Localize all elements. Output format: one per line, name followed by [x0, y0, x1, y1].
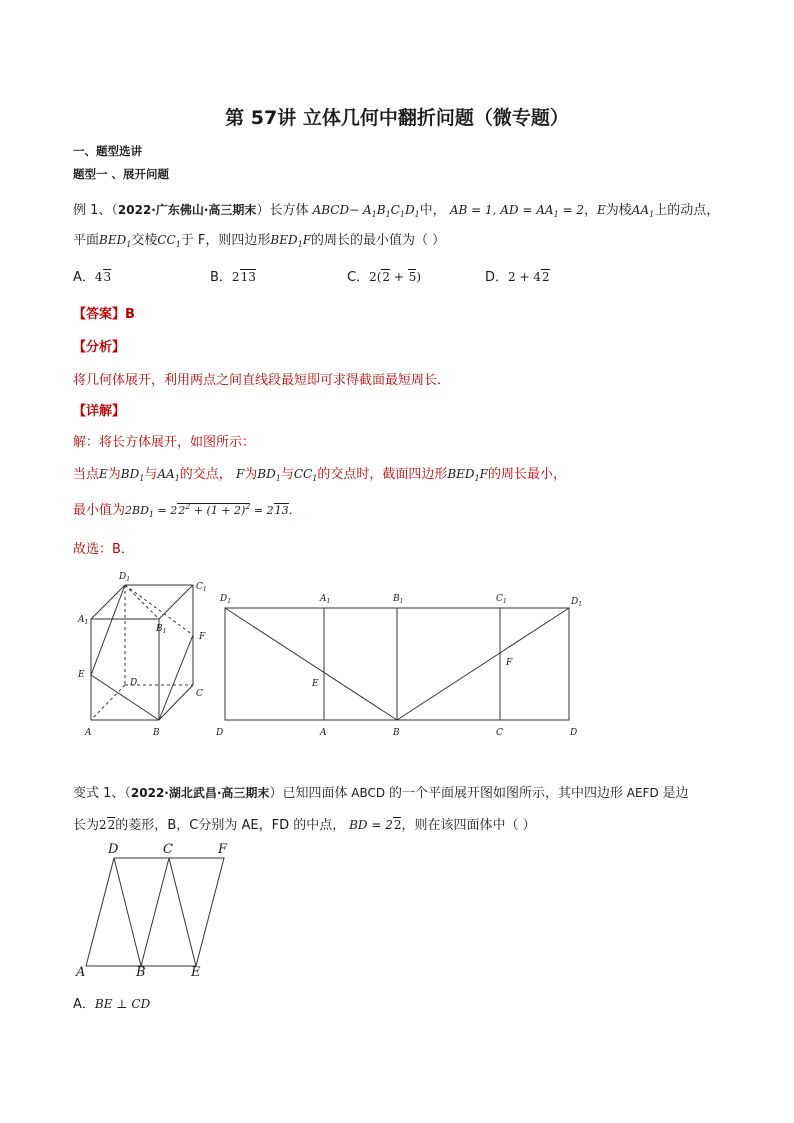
- detail-text: 的交点时，截面四边形: [317, 467, 448, 482]
- option-value: 213: [231, 270, 256, 284]
- formula-box1: $A_1B_1C_1D_1$: [362, 203, 420, 219]
- svg-text:D1: $D_1$: [220, 594, 232, 605]
- quad-aefd: AEFD: [622, 786, 663, 800]
- ex1-text: 于 F，则四边形: [180, 233, 271, 248]
- point-b: B: [167, 818, 177, 833]
- svg-text:B1: $B_1$: [393, 594, 404, 605]
- point-e: E: [597, 203, 606, 217]
- detail-line2: [73, 463, 566, 483]
- edge-aa1: $AA_1$: [157, 467, 180, 483]
- option-a[interactable]: [73, 266, 111, 285]
- var1-text: 分别为: [198, 818, 238, 833]
- var1-source: 2022·湖北武昌·高三期末: [130, 786, 270, 800]
- ex1-text: 的周长的最小值为（ ）: [311, 233, 446, 248]
- variant1-stem-line1: [73, 782, 689, 801]
- detail-text: 为: [107, 467, 121, 482]
- svg-text:C: C: [163, 842, 173, 857]
- ex1-prefix: 例 1、（: [73, 203, 118, 218]
- point-f: F: [235, 467, 245, 481]
- svg-text:D: D: [570, 728, 578, 738]
- detail-text: 的交点，: [179, 467, 232, 482]
- detail-line3: [73, 499, 302, 519]
- option-value: 2(2 + 5): [369, 270, 422, 284]
- variant1-option-a[interactable]: [73, 993, 150, 1012]
- svg-text:A: A: [85, 728, 92, 738]
- option-value: BE ⊥ CD: [94, 997, 151, 1011]
- figure-cuboid-net: [70, 565, 590, 745]
- svg-text:B: B: [153, 728, 160, 738]
- option-label: B．: [210, 270, 232, 285]
- example1-stem-line1: [73, 199, 719, 219]
- svg-text:A: A: [320, 728, 327, 738]
- answer-tag: 【答案】: [73, 307, 126, 322]
- ex1-text: 平面: [73, 233, 100, 248]
- svg-text:D1: $D_1$: [571, 597, 583, 608]
- edge-cc1: $CC_1$: [293, 467, 318, 483]
- detail-text: 当点: [73, 467, 100, 482]
- svg-text:C1: $C_1$: [196, 582, 207, 593]
- point-e: E: [99, 467, 108, 481]
- analysis-tag: 【分析】: [73, 340, 126, 355]
- figure-rhombus-net: [70, 838, 245, 983]
- formula-lengths: AB = 1, AD = $AA_1 = 2$: [449, 203, 584, 219]
- svg-text:B1: $B_1$: [156, 624, 167, 635]
- var1-text: 是边: [662, 786, 689, 801]
- ex1-text: 中，: [419, 203, 446, 218]
- tetra-abcd: ABCD: [347, 786, 389, 800]
- detail-text: 的周长最小，: [487, 467, 566, 482]
- quad-bed1f: $BED_1F$: [270, 233, 312, 249]
- svg-text:A1: $A_1$: [78, 615, 89, 626]
- option-b[interactable]: [210, 266, 256, 285]
- var1-text: ，: [176, 818, 190, 833]
- detail-line1: 解：将长方体展开，如图所示：: [73, 435, 256, 450]
- detail-text: 与: [144, 467, 158, 482]
- option-value: 2 + 42: [508, 270, 550, 284]
- choice-line: 故选：B．: [73, 542, 134, 557]
- var1-text: ，: [258, 818, 272, 833]
- formula-box: ABCD: [312, 203, 350, 217]
- formula-bd: BD = 22: [345, 818, 402, 832]
- option-label: D．: [485, 270, 509, 285]
- ex1-text: ）长方体: [256, 203, 309, 218]
- svg-text:D1: $D_1$: [119, 572, 131, 583]
- option-label: A．: [73, 997, 95, 1012]
- question-type-heading: 题型一 、展开问题: [73, 167, 170, 181]
- detail-text: 与: [280, 467, 294, 482]
- formula-min: $2BD_1 = 22^2 + (1 + 2)^2 = 213$: [125, 502, 289, 519]
- svg-text:A1: $A_1$: [320, 594, 331, 605]
- svg-text:D: D: [216, 728, 224, 738]
- var1-text: 长为: [73, 818, 100, 833]
- svg-text:E: E: [312, 679, 319, 689]
- var1-text: ，则在该四面体中（ ）: [401, 818, 536, 833]
- section-heading: 一、题型选讲: [73, 144, 142, 158]
- svg-text:C1: $C_1$: [496, 594, 507, 605]
- ex1-text: 为棱: [605, 203, 632, 218]
- svg-text:C: C: [496, 728, 503, 738]
- var1-text: ）已知四面体: [269, 786, 348, 801]
- option-label: A．: [73, 270, 95, 285]
- option-label: C．: [347, 270, 370, 285]
- svg-text:E: E: [78, 670, 85, 680]
- var1-text: 的菱形，: [115, 818, 168, 833]
- answer-line: [73, 303, 135, 322]
- svg-text:C: C: [196, 689, 203, 699]
- edge-cc1: $CC_1$: [157, 233, 181, 249]
- quad-bed1f: $BED_1F$: [447, 467, 488, 483]
- ex1-text: 上的动点，: [654, 203, 720, 218]
- segment-fd: FD: [271, 818, 294, 833]
- svg-text:E: E: [191, 965, 201, 980]
- detail-text: ．: [288, 503, 302, 518]
- svg-text:F: F: [218, 842, 228, 857]
- detail-text: 为: [244, 467, 258, 482]
- ex1-text: ，: [583, 203, 597, 218]
- ex1-text: 交棱: [131, 233, 158, 248]
- analysis-text: 将几何体展开，利用两点之间直线段最短即可求得截面最短周长．: [73, 373, 451, 388]
- detail-tag: 【详解】: [73, 404, 126, 419]
- svg-text:D: D: [130, 678, 138, 688]
- formula-dash: −: [349, 203, 363, 217]
- example1-stem-line2: [73, 229, 445, 249]
- svg-text:B: B: [393, 728, 400, 738]
- point-c: C: [189, 818, 199, 833]
- edge-aa1: $AA_1$: [631, 203, 655, 219]
- option-d[interactable]: [485, 266, 550, 285]
- ex1-source: 2022·广东佛山·高三期末: [117, 203, 257, 217]
- answer-value: B: [125, 307, 135, 322]
- svg-text:D: D: [108, 842, 119, 857]
- svg-text:A: A: [76, 965, 86, 980]
- option-value: 43: [94, 270, 112, 284]
- variant1-stem-line2: [73, 814, 536, 833]
- segment-ae: AE: [237, 818, 259, 833]
- plane-bed1: $BED_1$: [99, 233, 132, 249]
- segment-bd1: $BD_1$: [120, 467, 145, 483]
- svg-text:F: F: [199, 632, 206, 642]
- var1-text: 的中点，: [293, 818, 346, 833]
- side-length: 22: [99, 818, 116, 832]
- svg-text:B: B: [136, 965, 146, 980]
- page-title: 第 57讲 立体几何中翻折问题（微专题）: [225, 107, 569, 129]
- segment-bd1: $BD_1$: [257, 467, 281, 483]
- svg-text:F: F: [506, 658, 513, 668]
- var1-text: 的一个平面展开图如图所示，其中四边形: [388, 786, 623, 801]
- option-c[interactable]: [347, 266, 421, 285]
- detail-text: 最小值为: [73, 503, 126, 518]
- var1-prefix: 变式 1、（: [73, 786, 131, 801]
